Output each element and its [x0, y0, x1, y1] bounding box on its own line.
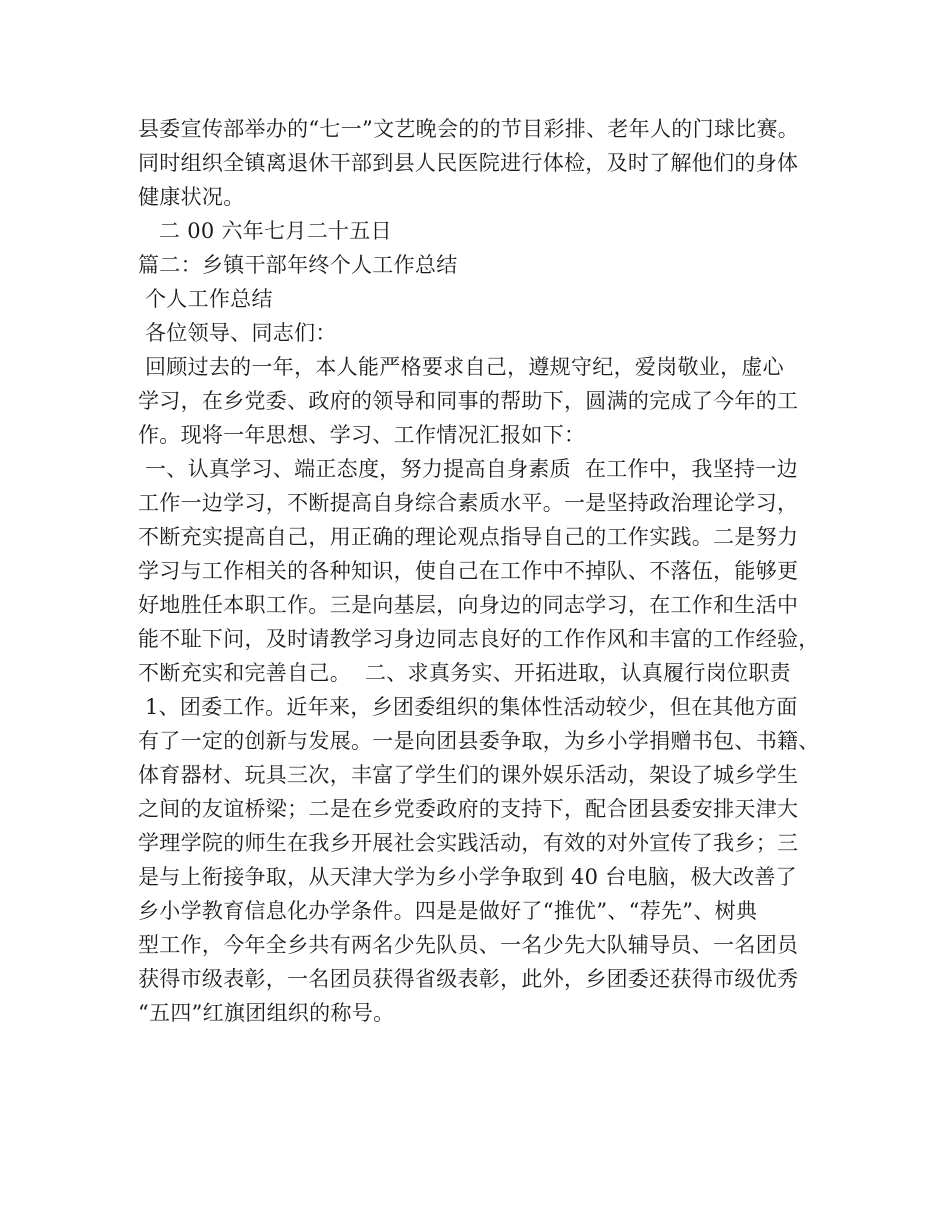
- text-line: 之间的友谊桥梁；二是在乡党委政府的支持下，配合团县委安排天津大: [138, 797, 799, 821]
- text-line: 学理学院的师生在我乡开展社会实践活动，有效的对外宣传了我乡；三: [138, 831, 799, 855]
- text-line: 作。现将一年思想、学习、工作情况汇报如下：: [138, 423, 586, 447]
- document-heading: 个人工作总结: [138, 287, 273, 311]
- text-line: 乡小学教育信息化办学条件。四是是做好了“推优”、“荐先”、树典: [138, 899, 758, 923]
- text-line: 回顾过去的一年，本人能严格要求自己，遵规守纪，爱岗敬业，虚心: [138, 355, 784, 379]
- text-line: 学习与工作相关的各种知识，使自己在工作中不掉队、不落伍，能够更: [138, 559, 799, 583]
- text-line: 县委宣传部举办的“七一”文艺晚会的的节目彩排、老年人的门球比赛。: [138, 117, 800, 141]
- text-line: 获得市级表彰，一名团员获得省级表彰，此外，乡团委还获得市级优秀: [138, 967, 799, 991]
- text-line: 健康状况。: [138, 185, 245, 209]
- salutation: 各位领导、同志们：: [138, 321, 337, 345]
- text-line: 不断充实和完善自己。 二、求真务实、开拓进取，认真履行岗位职责: [138, 661, 791, 685]
- text-line: 同时组织全镇离退休干部到县人民医院进行体检，及时了解他们的身体: [138, 151, 799, 175]
- text-line: 体育器材、玩具三次，丰富了学生们的课外娱乐活动，架设了城乡学生: [138, 763, 799, 787]
- text-line: 工作一边学习，不断提高自身综合素质水平。一是坚持政治理论学习，: [138, 491, 799, 515]
- text-line: 有了一定的创新与发展。一是向团县委争取，为乡小学捐赠书包、书籍、: [138, 729, 820, 753]
- text-line: 不断充实提高自己，用正确的理论观点指导自己的工作实践。二是努力: [138, 525, 799, 549]
- text-line: 是与上衔接争取，从天津大学为乡小学争取到 40 台电脑，极大改善了: [138, 865, 797, 889]
- document-body: [138, 112, 828, 1030]
- text-line: 1、团委工作。近年来，乡团委组织的集体性活动较少，但在其他方面: [138, 695, 798, 719]
- text-line: 学习，在乡党委、政府的领导和同事的帮助下，圆满的完成了今年的工: [138, 389, 799, 413]
- text-line: 能不耻下问，及时请教学习身边同志良好的工作作风和丰富的工作经验，: [138, 627, 820, 651]
- text-line: 好地胜任本职工作。三是向基层，向身边的同志学习，在工作和生活中: [138, 593, 799, 617]
- text-line: 型工作，今年全乡共有两名少先队员、一名少先大队辅导员、一名团员: [138, 933, 799, 957]
- text-line: “五四”红旗团组织的称号。: [138, 1001, 395, 1025]
- section-title: 篇二：乡镇干部年终个人工作总结: [138, 253, 458, 277]
- date-line: 二 00 六年七月二十五日: [138, 219, 392, 243]
- text-line: 一、认真学习、端正态度，努力提高自身素质 在工作中，我坚持一边: [138, 457, 798, 481]
